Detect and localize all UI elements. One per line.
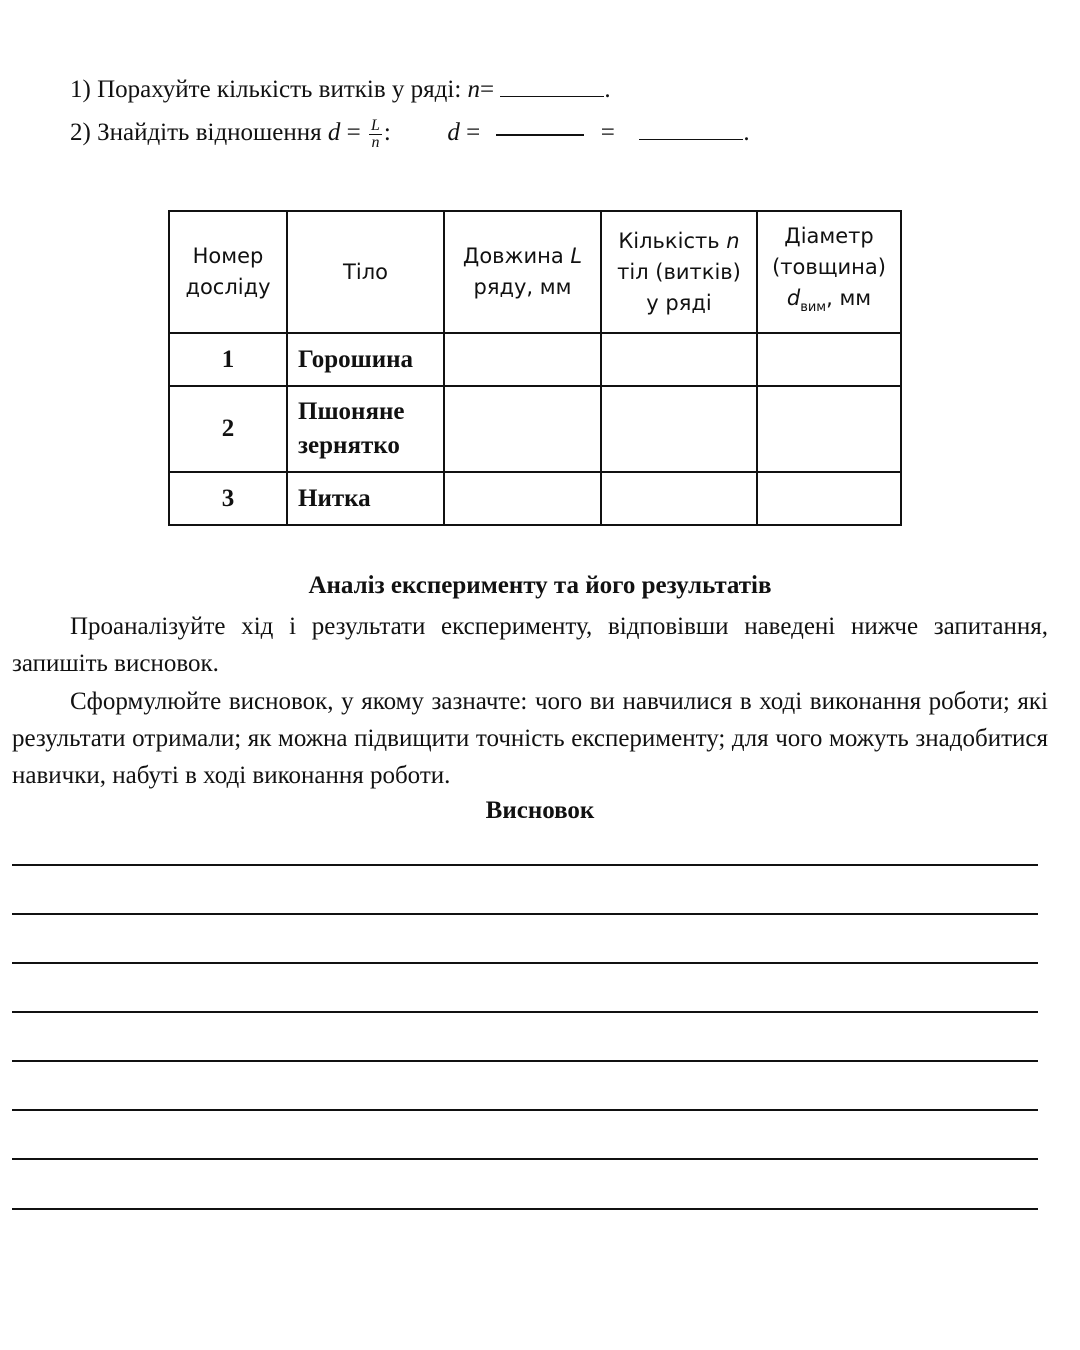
task-1-period: . bbox=[604, 76, 611, 103]
writing-line[interactable] bbox=[12, 913, 1038, 915]
row-body-text: Горошина bbox=[298, 345, 414, 373]
header-line: (товщина) bbox=[772, 255, 886, 279]
answer-blank-n[interactable] bbox=[500, 76, 604, 97]
row-number: 3 bbox=[169, 472, 287, 525]
cell-count[interactable] bbox=[601, 386, 757, 472]
header-variable: d bbox=[786, 286, 801, 310]
conclusion-heading: Висновок bbox=[485, 797, 595, 824]
measurement-table bbox=[168, 210, 902, 526]
task-2-colon: : bbox=[383, 119, 391, 147]
writing-line[interactable] bbox=[12, 864, 1038, 866]
row-number: 1 bbox=[169, 333, 287, 386]
cell-diameter[interactable] bbox=[757, 333, 901, 386]
cell-count[interactable] bbox=[601, 333, 757, 386]
ratio-fraction bbox=[369, 118, 382, 151]
task-2-text: 2) Знайдіть відношення bbox=[70, 119, 322, 147]
header-unit: , мм bbox=[826, 286, 872, 310]
header-row-length bbox=[444, 211, 601, 333]
cell-count[interactable] bbox=[601, 472, 757, 525]
task-1-text: 1) Порахуйте кількість витків у ряді: bbox=[70, 76, 462, 103]
row-body-text: Нитка bbox=[298, 484, 371, 512]
task-2-equals: = bbox=[346, 119, 361, 147]
header-line: Діаметр bbox=[784, 224, 874, 248]
header-variable: n bbox=[726, 228, 740, 253]
task-1-variable: n bbox=[467, 76, 481, 103]
table-row bbox=[169, 472, 901, 525]
task-2-equals-2: = bbox=[466, 119, 481, 147]
cell-diameter[interactable] bbox=[757, 472, 901, 525]
header-line: у ряді bbox=[646, 290, 712, 315]
writing-line[interactable] bbox=[12, 1011, 1038, 1013]
header-subscript: вим bbox=[800, 300, 827, 315]
header-experiment-number bbox=[169, 211, 287, 333]
row-body bbox=[287, 386, 444, 472]
cell-diameter[interactable] bbox=[757, 386, 901, 472]
task-2-equals-3: = bbox=[600, 119, 615, 147]
row-body bbox=[287, 333, 444, 386]
writing-line[interactable] bbox=[12, 1158, 1038, 1160]
row-number: 2 bbox=[169, 386, 287, 472]
task-1-equals: = bbox=[480, 76, 495, 103]
header-line: Кількість bbox=[618, 228, 720, 253]
header-line: Довжина bbox=[462, 244, 564, 268]
writing-line[interactable] bbox=[12, 1060, 1038, 1062]
cell-length[interactable] bbox=[444, 472, 601, 525]
task-2-variable: d bbox=[327, 119, 341, 147]
header-count bbox=[601, 211, 757, 333]
analysis-paragraph-2: Сформулюйте висновок, у якому зазначте: чого ви навчилися в ході виконання роботи; які результати отримали; як можна підвищити точність експерименту; для чого можуть знадобитися навички, набуті в ході виконання роботи. bbox=[12, 688, 1048, 789]
analysis-paragraph-1: Проаналізуйте хід і результати експерименту, відповівши наведені нижче запитання, запишіть висновок. bbox=[12, 613, 1048, 677]
header-line: досліду bbox=[185, 275, 271, 299]
writing-line[interactable] bbox=[12, 962, 1038, 964]
task-2 bbox=[70, 118, 750, 151]
header-line: ряду, мм bbox=[473, 275, 572, 299]
task-1 bbox=[70, 76, 611, 104]
answer-blank-d[interactable] bbox=[639, 119, 743, 140]
row-body bbox=[287, 472, 444, 525]
analysis-heading: Аналіз експерименту та його результатів bbox=[308, 572, 772, 599]
cell-length[interactable] bbox=[444, 333, 601, 386]
header-variable: L bbox=[570, 244, 583, 268]
cell-length[interactable] bbox=[444, 386, 601, 472]
task-2-period: . bbox=[743, 119, 750, 147]
writing-line[interactable] bbox=[12, 1208, 1038, 1210]
fraction-numerator: L bbox=[371, 117, 380, 134]
header-line: тіл (витків) bbox=[617, 259, 741, 284]
header-body bbox=[287, 211, 444, 333]
header-diameter bbox=[757, 211, 901, 333]
row-body-text: Пшоняне bbox=[298, 398, 405, 425]
header-line: Номер bbox=[192, 244, 264, 268]
table-row bbox=[169, 386, 901, 472]
task-2-variable-d: d bbox=[447, 119, 460, 147]
writing-line[interactable] bbox=[12, 1109, 1038, 1111]
row-body-text: зернятко bbox=[298, 432, 400, 459]
fraction-blank-line[interactable] bbox=[496, 134, 584, 136]
table-row bbox=[169, 333, 901, 386]
header-line: Тіло bbox=[343, 259, 388, 284]
fraction-denominator: n bbox=[371, 134, 380, 151]
